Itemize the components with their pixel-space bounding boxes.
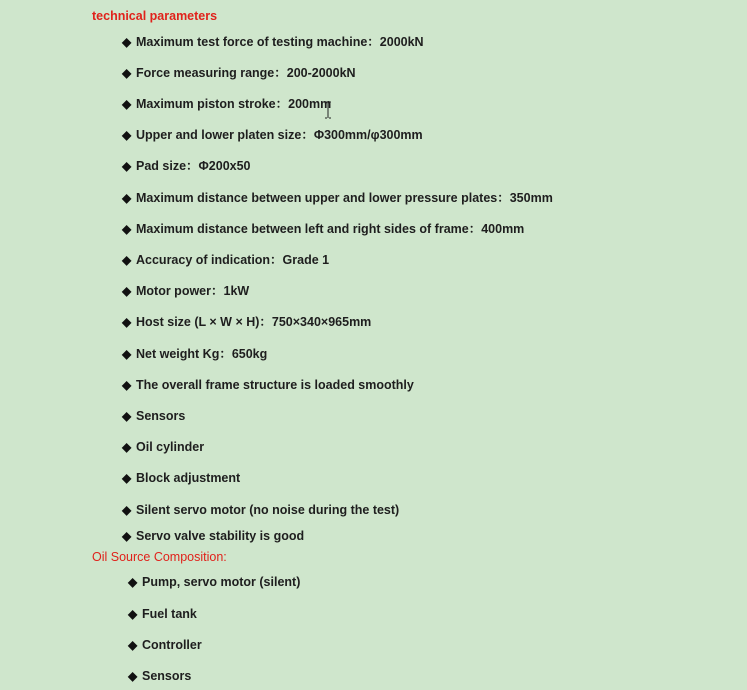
list-item-text: Accuracy of indication：Grade 1 — [136, 253, 330, 267]
black-diamond-icon: ◆ — [122, 222, 132, 236]
list-item — [122, 190, 553, 206]
black-diamond-icon: ◆ — [128, 607, 138, 621]
list-item-text: Pump, servo motor (silent) — [142, 575, 301, 589]
list-item-text: Net weight Kg：650kg — [136, 347, 268, 361]
black-diamond-icon: ◆ — [122, 253, 132, 267]
list-item — [122, 158, 251, 174]
list-item-text: Pad size：Φ200x50 — [136, 159, 251, 173]
black-diamond-icon: ◆ — [122, 529, 132, 543]
list-item — [122, 377, 414, 393]
list-item-text: Motor power：1kW — [136, 284, 250, 298]
list-item — [122, 65, 356, 81]
list-item-text: Silent servo motor (no noise during the test) — [136, 503, 400, 517]
list-item-text: Force measuring range：200-2000kN — [136, 66, 356, 80]
list-item-text: Sensors — [142, 669, 192, 683]
technical-parameters-heading: technical parameters — [92, 9, 218, 23]
black-diamond-icon: ◆ — [122, 97, 132, 111]
black-diamond-icon: ◆ — [122, 440, 132, 454]
black-diamond-icon: ◆ — [122, 471, 132, 485]
list-item — [128, 574, 300, 590]
list-item — [122, 34, 424, 50]
black-diamond-icon: ◆ — [122, 503, 132, 517]
list-item — [128, 637, 202, 653]
black-diamond-icon: ◆ — [122, 159, 132, 173]
black-diamond-icon: ◆ — [122, 315, 132, 329]
list-item — [122, 314, 371, 330]
black-diamond-icon: ◆ — [128, 575, 138, 589]
list-item-text: Maximum test force of testing machine：2000kN — [136, 35, 424, 49]
list-item-text: The overall frame structure is loaded smoothly — [136, 378, 414, 392]
black-diamond-icon: ◆ — [122, 378, 132, 392]
list-item-text: Block adjustment — [136, 471, 241, 485]
list-item — [128, 606, 197, 622]
list-item-text: Controller — [142, 638, 202, 652]
list-item — [122, 528, 304, 544]
list-item — [122, 96, 331, 112]
list-item — [122, 502, 399, 518]
list-item-text: Servo valve stability is good — [136, 529, 305, 543]
black-diamond-icon: ◆ — [128, 669, 138, 683]
black-diamond-icon: ◆ — [122, 66, 132, 80]
list-item — [122, 252, 329, 268]
list-item-text: Oil cylinder — [136, 440, 205, 454]
list-item-text: Upper and lower platen size：Φ300mm/φ300mm — [136, 128, 423, 142]
list-item-text: Maximum distance between upper and lower pressure plates：350mm — [136, 191, 553, 205]
black-diamond-icon: ◆ — [122, 35, 132, 49]
list-item — [122, 283, 249, 299]
list-item — [122, 221, 524, 237]
list-item — [122, 439, 204, 455]
list-item-text: Maximum piston stroke：200mm — [136, 97, 332, 111]
black-diamond-icon: ◆ — [122, 284, 132, 298]
black-diamond-icon: ◆ — [122, 347, 132, 361]
black-diamond-icon: ◆ — [122, 409, 132, 423]
oil-source-heading: Oil Source Composition: — [92, 550, 227, 564]
black-diamond-icon: ◆ — [128, 638, 138, 652]
list-item — [122, 346, 267, 362]
list-item — [128, 668, 191, 684]
list-item — [122, 408, 185, 424]
black-diamond-icon: ◆ — [122, 128, 132, 142]
list-item — [122, 127, 423, 143]
black-diamond-icon: ◆ — [122, 191, 132, 205]
list-item-text: Host size (L × W × H)：750×340×965mm — [136, 315, 372, 329]
list-item-text: Maximum distance between left and right sides of frame：400mm — [136, 222, 525, 236]
text-cursor-icon — [324, 101, 332, 119]
list-item-text: Fuel tank — [142, 607, 197, 621]
list-item — [122, 470, 240, 486]
list-item-text: Sensors — [136, 409, 186, 423]
